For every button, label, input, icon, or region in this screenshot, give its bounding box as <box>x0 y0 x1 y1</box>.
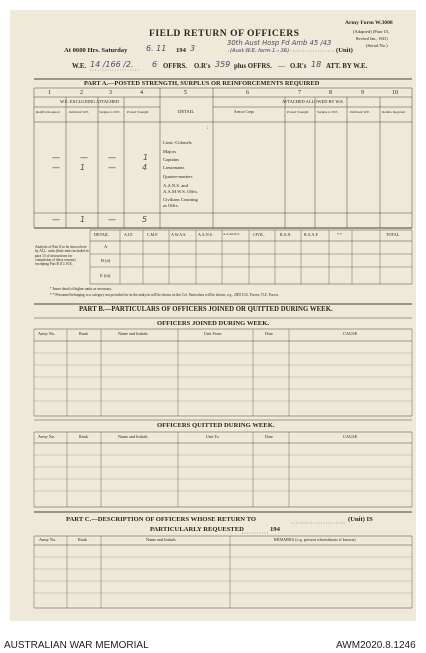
quitted-col: Name and Initials <box>118 434 148 439</box>
quitted-col: CAUSE <box>343 434 358 439</box>
part-c-year: 194 <box>270 526 280 533</box>
unit-label: (Unit) <box>336 47 353 54</box>
hand-mark: — <box>52 215 60 224</box>
header-posted-att: Posted Strength <box>287 110 309 114</box>
detail-star: : <box>207 126 209 131</box>
serial-number-label: (Serial No.) <box>366 43 388 48</box>
detail-item: Civilians Counting <box>163 197 198 202</box>
part-b-title: PART B.—PARTICULARS OF OFFICERS JOINED OR QUITTED DURING WEEK. <box>79 306 333 313</box>
header-arm-corps: Arm or Corps <box>234 110 254 114</box>
footnote-2: * * Personnel belonging to a category not provided for in the analysis will be shown in this Col. Particulars will be shown, e.g., 2ND U.K. Forces, N.Z. Forces. <box>50 293 280 297</box>
form-title: FIELD RETURN OF OFFICERS <box>149 28 300 39</box>
detail-item: Captains <box>163 157 180 162</box>
hand-we-number: 14 /166 /2. <box>90 60 134 69</box>
part-a-title: PART A.—POSTED STRENGTH, SURPLUS OR REINFORCEMENTS REQUIRED <box>84 80 320 87</box>
col-number: 2 <box>80 90 83 96</box>
ors2-label: O.R's <box>290 63 307 70</box>
quitted-col: Rank <box>79 434 88 439</box>
joined-title: OFFICERS JOINED DURING WEEK. <box>157 320 269 327</box>
part-c-unit-is: (Unit) IS <box>348 516 373 523</box>
analysis-col: R.A.N. <box>280 232 292 237</box>
part-c-col: Name and Initials <box>146 537 176 542</box>
hand-mark: — <box>52 153 60 162</box>
hand-ors-count: 359 <box>215 60 231 69</box>
part-c-col: Army No. <box>39 537 56 542</box>
header-reinf-att: Reinfts Required <box>382 110 406 114</box>
plus-offrs-label: plus OFFRS. <box>234 63 272 70</box>
joined-col: Unit From <box>204 331 222 336</box>
quitted-col: Date <box>265 434 273 439</box>
detail-item: Majors <box>163 149 177 154</box>
col-number: 6 <box>246 90 249 96</box>
hand-mark: 1 <box>80 163 86 172</box>
col-number: 8 <box>329 90 332 96</box>
analysis-row-label: E (iii) <box>100 273 111 278</box>
army-form-number: Army Form W.3008 <box>345 20 393 26</box>
analysis-col: R.A.A.F. <box>304 232 319 237</box>
hand-mark: 4 <box>142 163 148 172</box>
analysis-col: CIVIL. <box>253 232 265 237</box>
analysis-col: * * <box>337 232 342 237</box>
analysis-row-label: B (ii) <box>101 258 111 263</box>
quitted-col: Unit To <box>206 434 219 439</box>
we-label: W.E. <box>72 63 87 70</box>
hand-mark: — <box>108 153 116 162</box>
date-line-suffix: 194 <box>176 47 186 54</box>
header-reinf-required: Reinf'ts Required <box>36 110 60 114</box>
date-line-prefix: At 0600 Hrs. Saturday <box>64 47 128 54</box>
analysis-col: A.I.F. <box>124 232 134 237</box>
joined-col: Army No. <box>38 331 55 336</box>
joined-col: Date <box>265 331 273 336</box>
footer-institution: AUSTRALIAN WAR MEMORIAL <box>4 640 149 651</box>
quitted-title: OFFICERS QUITTED DURING WEEK. <box>157 422 275 429</box>
dash-mark: — <box>278 63 285 70</box>
joined-col: Name and Initials <box>118 331 148 336</box>
revised-note: Revised Jan., 1943) <box>356 36 388 41</box>
footnote-1: * Insert detail of higher ranks as necessary. <box>50 287 112 291</box>
analysis-note: Analysis of Part A to be shown here by ALL. units (their units included in para 15 of instructions for completion of these returns) excepting Part B (Cl. B.E. <box>35 245 89 267</box>
header-surplus: Surplus to W.E. <box>99 110 121 114</box>
analysis-col: TOTAL <box>386 232 400 237</box>
adapted-note: (Adapted) (Para 15, <box>353 29 390 34</box>
hand-date: 6. 11 <box>146 44 167 53</box>
hand-offrs-count: 6 <box>152 60 158 69</box>
analysis-col: A.A.N.S. <box>198 232 213 237</box>
header-surplus-att: Surplus to W.E. <box>317 110 339 114</box>
hand-mark: 1 <box>80 215 86 224</box>
analysis-col: DETAIL <box>94 232 109 237</box>
analysis-col: C.M.F. <box>147 232 159 237</box>
detail-item: as Offrs. <box>163 203 179 208</box>
ors-label: O.R's <box>194 63 211 70</box>
quitted-col: Army No. <box>38 434 55 439</box>
col-number: 1 <box>48 90 51 96</box>
hand-mark: — <box>108 215 116 224</box>
header-deficient-att: Deficient W.E. <box>350 110 371 114</box>
col-number: 3 <box>109 90 112 96</box>
detail-item: Lieut.-Colonels <box>163 140 192 145</box>
analysis-row-label: A <box>104 244 108 249</box>
hand-mark: 5 <box>142 215 148 224</box>
joined-col: Rank <box>79 331 88 336</box>
analysis-col: A.A.M.W.S. <box>223 232 240 236</box>
analysis-col: A.W.A.S. <box>171 232 187 237</box>
offrs-label: OFFRS. <box>163 63 187 70</box>
hand-mark: — <box>52 163 60 172</box>
we-excluding-attached: W.E. EXCLUDING ATTACHED <box>60 99 119 104</box>
detail-header: DETAIL <box>178 109 195 114</box>
col-number: 5 <box>184 90 187 96</box>
part-c-col: REMARKS (e.g. present whereabouts if known) <box>274 537 356 542</box>
header-posted: Posted Strength <box>127 110 149 114</box>
part-c-col: Rank <box>78 537 87 542</box>
hand-unit-we: (Aust W.E. form 1 - 36) <box>230 48 290 54</box>
footer-reference: AWM2020.8.1246 <box>336 640 416 651</box>
header-deficient: Deficient W.E. <box>69 110 90 114</box>
col-number: 7 <box>298 90 301 96</box>
part-c-requested: PARTICULARLY REQUESTED <box>150 526 244 533</box>
hand-mark: 1 <box>143 153 149 162</box>
col-number: 9 <box>361 90 364 96</box>
joined-col: CAUSE <box>343 331 358 336</box>
hand-mark: — <box>80 153 88 162</box>
part-c-title: PART C.—DESCRIPTION OF OFFICERS WHOSE RETURN TO <box>66 516 256 523</box>
hand-mark: — <box>108 163 116 172</box>
detail-item: Lieutenants <box>163 165 185 170</box>
hand-att-count: 18 <box>311 60 322 69</box>
att-label: ATT. BY W.E. <box>326 63 368 70</box>
attached-allowed: ATTACHED ALLOWED BY W.E. <box>282 99 345 104</box>
hand-unit-name: 30th Aust Hosp Fd Amb 45 /43 <box>227 39 332 47</box>
detail-item: Quarter-masters <box>163 174 193 179</box>
col-number: 10 <box>392 90 398 96</box>
detail-item: A.A.M.W.S. Offrs. <box>163 189 198 194</box>
detail-item: A.A.N.S. and <box>163 183 188 188</box>
hand-year: 3 <box>190 44 196 53</box>
col-number: 4 <box>140 90 143 96</box>
